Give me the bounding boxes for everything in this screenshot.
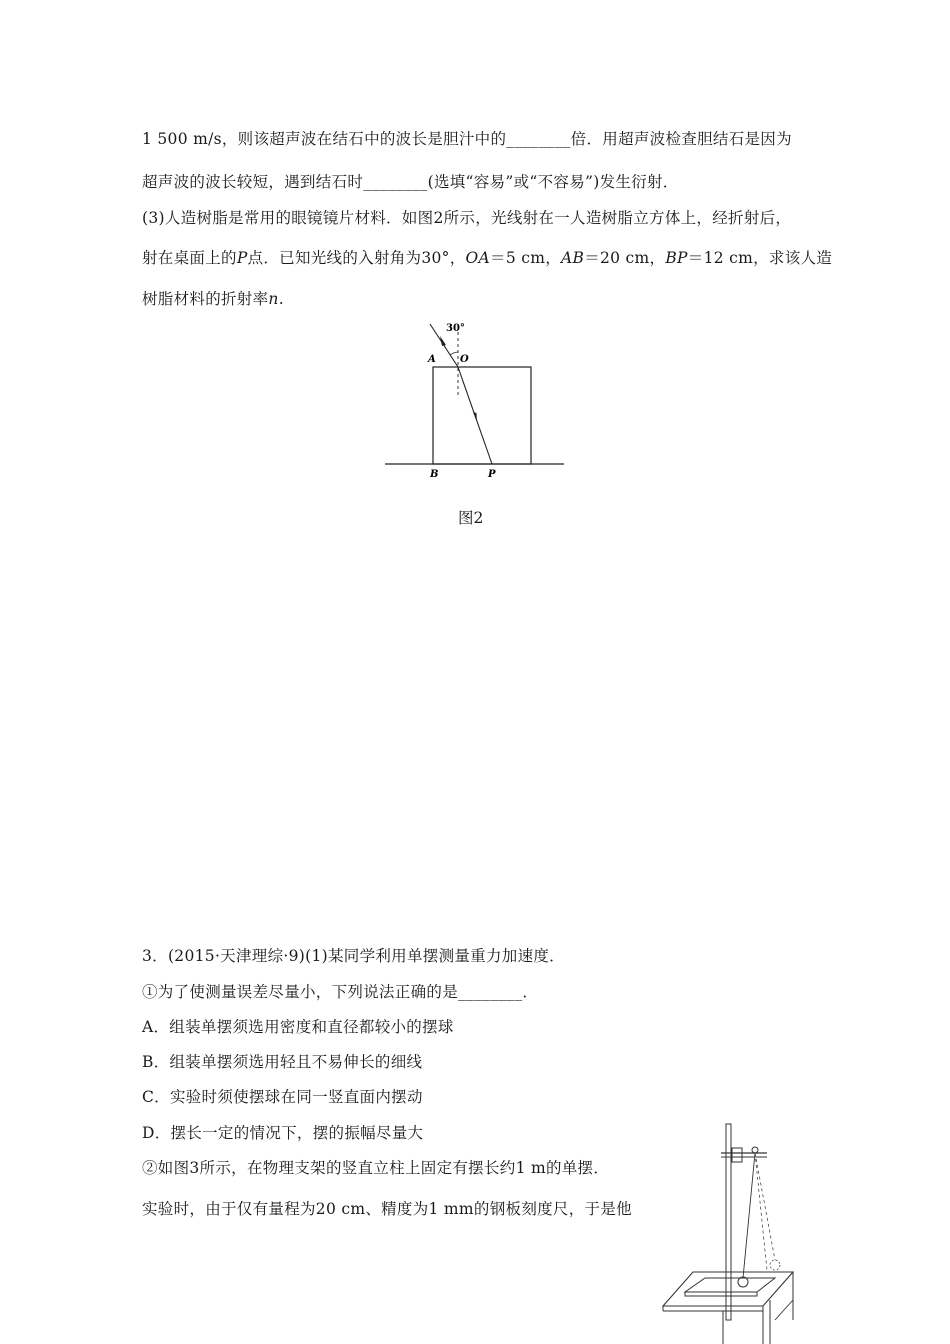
base-plate-edge [685,1292,757,1296]
resin-cube [433,367,531,464]
figure-3-pendulum-stand [655,1120,795,1344]
swing-dashed-2 [755,1153,775,1260]
var-ab: AB [561,249,585,267]
text-segment: ＝12 cm，求该人造 [687,249,833,267]
text-segment: 树脂材料的折射率 [142,290,269,308]
label-a: A [428,354,436,365]
label-o: O [460,354,469,365]
clamp [732,1148,742,1162]
question-3-sub2-cont: 实验时，由于仅有量程为20 cm、精度为1 mm的钢板刻度尺，于是他 [142,1200,632,1218]
swing-dashed-1 [755,1153,767,1270]
table-brace [775,1300,793,1320]
var-p: P [236,249,248,267]
text-line-q3-ask [142,287,284,309]
text-line-q3-intro: (3)人造树脂是常用的眼镜镜片材料．如图2所示，光线射在一人造树脂立方体上，经折射后， [142,209,792,227]
label-angle: 30° [446,323,465,334]
figure-2-caption: 图2 [458,509,484,527]
question-3-sub2: ②如图3所示，在物理支架的竖直立柱上固定有摆长约1 m的单摆． [142,1159,610,1177]
text-segment: ＝5 cm， [490,249,562,267]
var-oa: OA [465,249,491,267]
option-d: D．摆长一定的情况下，摆的振幅尽量大 [142,1124,424,1142]
pivot [752,1147,758,1153]
question-3-title: 3．(2015·天津理综·9)(1)某同学利用单摆测量重力加速度． [142,947,565,965]
text-segment: 射在桌面上的 [142,249,237,267]
var-bp: BP [665,249,688,267]
text-line-diffraction: 超声波的波长较短，遇到结石时________(选填“容易”或“不容易”)发生衍射． [142,173,679,191]
text-segment: . [278,290,284,308]
text-segment: ＝20 cm， [584,249,666,267]
text-line-wavelength: 1 500 m/s，则该超声波在结石中的波长是胆汁中的________倍．用超声波检查胆结石是因为 [142,130,792,148]
option-a: A．组装单摆须选用密度和直径都较小的摆球 [142,1018,454,1036]
text-segment: 点．已知光线的入射角为30°， [247,249,466,267]
text-line-q3-given [142,246,832,268]
table-top [663,1272,793,1306]
angle-arc [450,352,458,355]
var-n: n [268,290,279,308]
label-p: P [488,469,496,480]
label-b: B [430,469,439,480]
bob-dashed [770,1260,780,1270]
figure-2-refraction-diagram [380,318,570,483]
question-3-sub1: ①为了使测量误差尽量小，下列说法正确的是________． [142,983,539,1001]
pendulum-string [743,1153,755,1278]
option-c: C．实验时须使摆球在同一竖直面内摆动 [142,1088,423,1106]
option-b: B．组装单摆须选用轻且不易伸长的细线 [142,1053,423,1071]
base-plate [685,1278,775,1292]
